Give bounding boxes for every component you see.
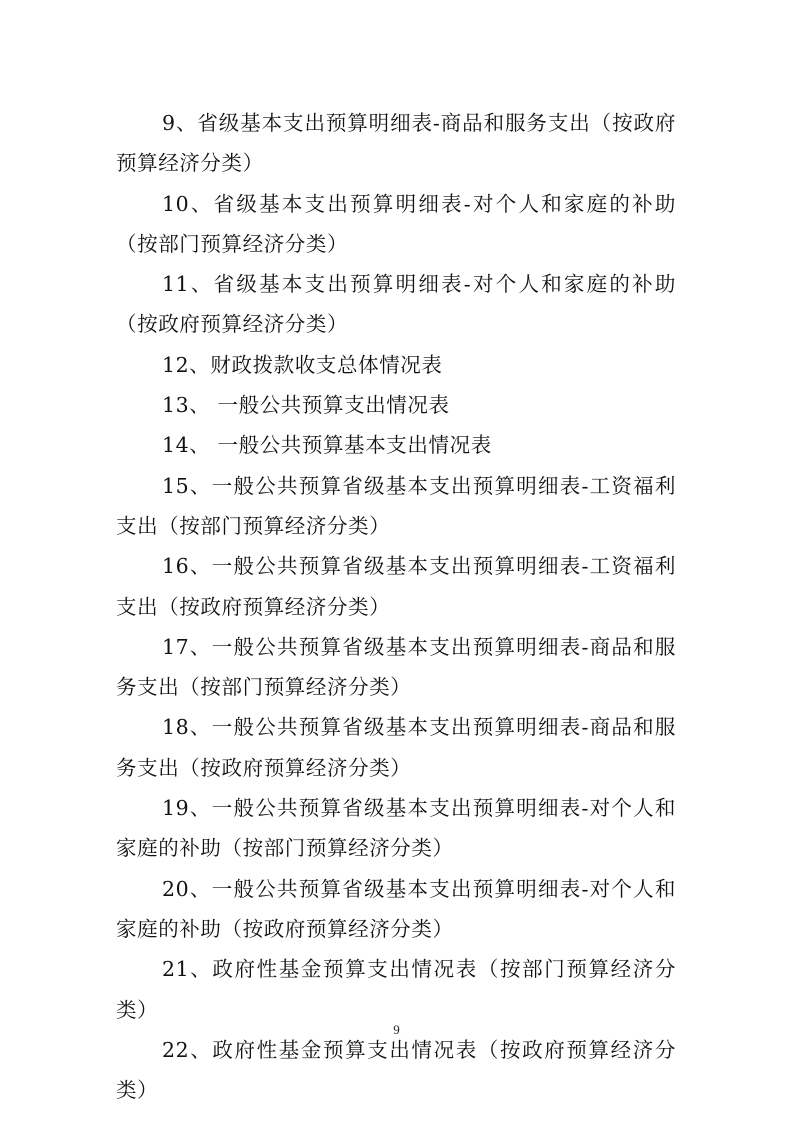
list-item: 14、 一般公共预算基本支出情况表: [162, 433, 492, 458]
list-item: 16、一般公共预算省级基本支出预算明细表-工资福利支出（按政府预算经济分类）: [116, 554, 676, 619]
list-item: 18、一般公共预算省级基本支出预算明细表-商品和服务支出（按政府预算经济分类）: [116, 715, 676, 780]
list-item: 20、一般公共预算省级基本支出预算明细表-对个人和家庭的补助（按政府预算经济分类）: [116, 876, 676, 941]
list-item: 11、省级基本支出预算明细表-对个人和家庭的补助（按政府预算经济分类）: [116, 272, 676, 337]
list-item: 15、一般公共预算省级基本支出预算明细表-工资福利支出（按部门预算经济分类）: [116, 473, 676, 538]
list-item: 19、一般公共预算省级基本支出预算明细表-对个人和家庭的补助（按部门预算经济分类）: [116, 796, 676, 861]
table-list: [116, 103, 676, 1110]
list-item: 12、财政拨款收支总体情况表: [162, 352, 443, 377]
list-item: 21、政府性基金预算支出情况表（按部门预算经济分类）: [116, 957, 676, 1022]
list-item: 13、 一般公共预算支出情况表: [162, 393, 450, 418]
list-item: 9、省级基本支出预算明细表-商品和服务支出（按政府预算经济分类）: [116, 111, 676, 176]
list-item: 10、省级基本支出预算明细表-对个人和家庭的补助（按部门预算经济分类）: [116, 191, 676, 256]
page-number: 9: [393, 1022, 400, 1037]
list-item: 22、政府性基金预算支出情况表（按政府预算经济分类）: [116, 1037, 676, 1103]
list-item: 17、一般公共预算省级基本支出预算明细表-商品和服务支出（按部门预算经济分类）: [116, 634, 676, 700]
